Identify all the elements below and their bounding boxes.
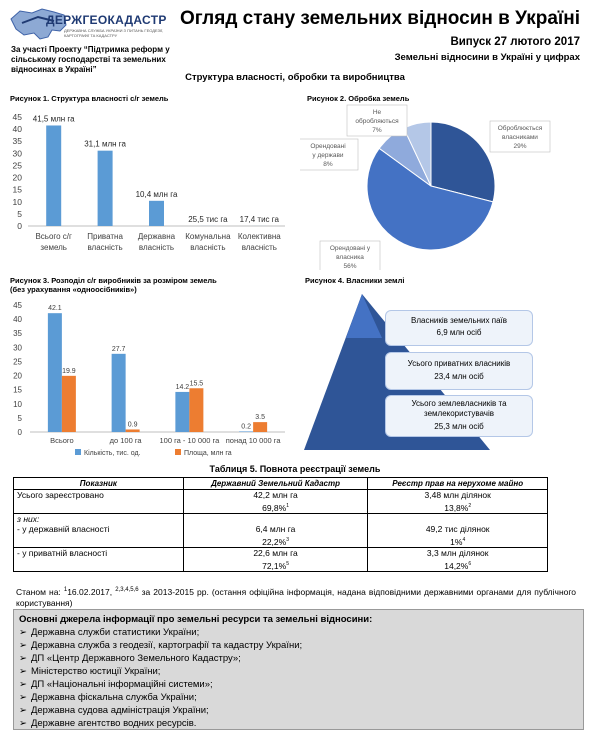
data-label: 42.1 — [48, 305, 62, 313]
fig4-box-1-label: Власників земельних паїв — [411, 316, 507, 325]
fig4-box-1-value: 6,9 млн осіб — [436, 328, 482, 337]
legend-swatch — [175, 449, 181, 455]
y-tick-label: 45 — [13, 301, 22, 310]
y-tick-label: 15 — [13, 385, 22, 395]
source-item-label: ДП «Національні інформаційні системи»; — [30, 679, 213, 690]
project-note: За участі Проекту “Підтримка реформ у сільському господарстві та земельних відносинах в Україні” — [11, 45, 170, 74]
fig1-title: Рисунок 1. Структура власності с/г земель — [10, 94, 169, 103]
slice-label-text: власника — [336, 254, 364, 261]
x-tick-label: 100 га - 10 000 га — [159, 436, 220, 445]
x-tick-label: Всього — [50, 436, 74, 445]
y-tick-label: 5 — [17, 413, 22, 423]
y-tick-label: 20 — [12, 172, 22, 183]
slice-label-text: 8% — [323, 161, 333, 168]
source-item — [19, 652, 583, 665]
table-cell: 3,3 млн ділянок 14,2%$^6$ — [368, 548, 548, 572]
bullet-arrow-icon: ➢ — [19, 705, 27, 716]
y-tick-label: 15 — [12, 184, 22, 195]
source-item — [19, 665, 583, 678]
bullet-arrow-icon: ➢ — [19, 640, 27, 651]
source-item — [19, 717, 583, 730]
table-cell: 22,6 млн га 72,1%$^5$ — [183, 548, 368, 572]
bar — [239, 431, 253, 432]
source-item-label: Міністерство юстиції України; — [30, 666, 161, 677]
fig4-box-2-value: 23,4 млн осіб — [434, 372, 484, 381]
page-title: Огляд стану земельних відносин в Україні — [179, 8, 580, 29]
y-tick-label: 35 — [13, 329, 22, 339]
x-tick-label: власність — [138, 243, 175, 252]
slice-label-text: Орендовані у — [329, 245, 371, 252]
x-tick-label: Колективна — [237, 232, 281, 241]
bar — [112, 354, 126, 432]
y-tick-label: 45 — [12, 112, 22, 122]
fig3-chart — [0, 292, 295, 460]
bar — [62, 376, 76, 432]
logo — [8, 5, 178, 45]
source-item — [19, 704, 583, 717]
bullet-arrow-icon: ➢ — [19, 666, 27, 677]
table-header-row — [14, 478, 548, 490]
data-label: 15.5 — [189, 380, 204, 388]
bullet-arrow-icon: ➢ — [19, 692, 27, 703]
y-tick-label: 0 — [17, 428, 22, 437]
table-cell: 6,4 млн га 22,2%$^3$ — [183, 513, 368, 547]
source-item-label: ДП «Центр Державного Земельного Кадастру»; — [30, 653, 241, 664]
table-row — [14, 490, 548, 514]
slice-label-text: 56% — [343, 263, 357, 270]
x-tick-label: власність — [87, 243, 123, 252]
x-tick-label: Приватна — [87, 232, 123, 241]
y-tick-label: 25 — [13, 357, 22, 367]
legend-label: Площа, млн га — [184, 450, 232, 457]
bullet-arrow-icon: ➢ — [19, 679, 27, 690]
y-tick-label: 30 — [13, 343, 22, 353]
y-tick-label: 10 — [13, 399, 22, 409]
row-label: Усього зареєстровано — [14, 490, 184, 514]
slice-label-text: Орендовані — [310, 143, 346, 150]
of-them-label: з них: — [17, 513, 40, 524]
slice-label-text: Не — [372, 109, 382, 116]
bar — [189, 388, 203, 432]
x-tick-label: Комунальна — [185, 232, 231, 241]
slice-label-text: обробляються — [355, 118, 399, 125]
table-header: Реєстр прав на нерухоме майно — [368, 478, 548, 490]
bar — [149, 201, 164, 226]
bullet-arrow-icon: ➢ — [19, 627, 27, 638]
slice-label-text: у держави — [312, 152, 344, 159]
bar — [98, 151, 113, 226]
bar — [46, 125, 61, 226]
logo-name: ДЕРЖГЕОКАДАСТР — [46, 13, 167, 27]
source-item-label: Державна служба з геодезії, картографії та кадастру України; — [30, 640, 303, 651]
data-label: 41,5 млн га — [32, 114, 75, 124]
legend-swatch — [75, 449, 81, 455]
fig4-title: Рисунок 4. Власники землі — [305, 276, 405, 285]
source-item — [19, 691, 583, 704]
fig2-title: Рисунок 2. Обробка земель — [307, 94, 410, 103]
source-item — [19, 639, 583, 652]
sources-title: Основні джерела інформації про земельні ресурси та земельні відносини: — [19, 614, 373, 625]
slice-label-text: 29% — [513, 143, 527, 150]
x-tick-label: Всього с/г — [35, 232, 72, 241]
table-row — [14, 548, 548, 572]
table-row — [14, 513, 548, 547]
fig1-chart — [0, 103, 295, 263]
table-header: Державний Земельний Кадастр — [183, 478, 368, 490]
data-label: 3.5 — [255, 414, 265, 422]
sources-box — [13, 609, 584, 730]
data-label: 31,1 млн га — [84, 139, 126, 149]
slice-label-text: власниками — [502, 134, 538, 141]
source-item-label: Державна служби статистики України; — [30, 627, 200, 638]
source-item-label: Державне агентство водних ресурсів. — [30, 718, 197, 729]
source-item — [19, 678, 583, 691]
source-item — [19, 626, 583, 639]
legend-label: Кількість, тис. од. — [84, 450, 141, 457]
slice-label — [300, 139, 358, 170]
slice-label-text: 7% — [372, 127, 382, 134]
fig4-box-3 — [385, 395, 533, 437]
logo-subtitle: ДЕРЖАВНА СЛУЖБА УКРАЇНИ З ПИТАНЬ ГЕОДЕЗІЇ, КАРТОГРАФІЇ ТА КАДАСТРУ — [64, 28, 164, 38]
table5-footnote: Станом на: $^1$16.02.2017, $^{2,3,4,5,6}$ за 2013-2015 рр. (остання офіційна інформація, надана відповідними державними органами для публічного користування) — [16, 586, 577, 608]
bullet-arrow-icon: ➢ — [19, 653, 27, 664]
slice-label — [490, 121, 550, 152]
data-label: 19.9 — [62, 367, 76, 375]
table-cell: 3,48 млн ділянок 13,8%$^2$ — [368, 490, 548, 514]
fig4-box-2 — [385, 352, 533, 390]
fig4-box-3-label: Усього землевласників та землекористувачів — [411, 399, 507, 418]
fig2-chart — [300, 100, 590, 270]
slice-label-text: Оброблюється — [497, 125, 543, 132]
bar — [175, 392, 189, 432]
bar — [48, 313, 62, 432]
y-tick-label: 10 — [12, 196, 22, 207]
y-tick-label: 35 — [12, 136, 22, 147]
row-label: - у державній власності — [17, 524, 110, 535]
fig4-box-2-label: Усього приватних власників — [407, 359, 511, 368]
fig3-title-line1: Рисунок 3. Розподіл с/г виробників за розміром земель — [10, 276, 217, 285]
data-label: 0.9 — [127, 421, 138, 429]
y-tick-label: 20 — [13, 371, 22, 381]
fig3-title-line2: (без урахування «одноосібників») — [10, 285, 137, 294]
x-tick-label: власність — [190, 243, 226, 252]
bar — [253, 422, 267, 432]
fig4-box-1 — [385, 310, 533, 346]
issue-date: Випуск 27 лютого 2017 — [450, 36, 580, 48]
y-tick-label: 25 — [12, 160, 22, 171]
x-tick-label: до 100 га — [109, 436, 142, 445]
data-label: 27.7 — [111, 345, 126, 353]
bullet-arrow-icon: ➢ — [19, 718, 27, 729]
y-tick-label: 30 — [12, 148, 22, 159]
slice-label — [347, 105, 407, 136]
table-cell: 42,2 млн га 69,8%$^1$ — [183, 490, 368, 514]
y-tick-label: 40 — [13, 315, 22, 325]
x-tick-label: Державна — [137, 232, 176, 241]
table5-title: Таблиця 5. Повнота реєстрації земель — [209, 464, 381, 474]
y-tick-label: 40 — [12, 124, 22, 135]
data-label: 17,4 тис га — [239, 214, 279, 224]
y-tick-label: 0 — [17, 221, 22, 231]
data-label: 0.2 — [241, 423, 251, 431]
slice-label — [320, 241, 380, 270]
data-label: 10,4 млн га — [135, 189, 178, 199]
fig4-box-3-value: 25,3 млн осіб — [434, 422, 484, 431]
data-label: 14.2 — [175, 383, 190, 391]
x-tick-label: власність — [241, 243, 277, 252]
x-tick-label: понад 10 000 га — [225, 436, 281, 445]
page-subtitle: Земельні відносини в Україні у цифрах — [394, 52, 580, 63]
x-tick-label: земель — [40, 243, 67, 252]
table-cell: 49,2 тис ділянок 1%$^4$ — [368, 513, 548, 547]
row-label: - у приватній власності — [14, 548, 184, 572]
section-title: Структура власності, обробки та виробництва — [185, 72, 405, 83]
bar — [126, 429, 140, 432]
data-label: 25,5 тис га — [188, 214, 228, 224]
table-header: Показник — [14, 478, 184, 490]
sources-list — [19, 626, 583, 730]
y-tick-label: 5 — [17, 208, 22, 219]
source-item-label: Державна судова адміністрація України; — [30, 705, 209, 716]
source-item-label: Державна фіскальна служба України; — [30, 692, 197, 703]
table5 — [13, 477, 548, 572]
